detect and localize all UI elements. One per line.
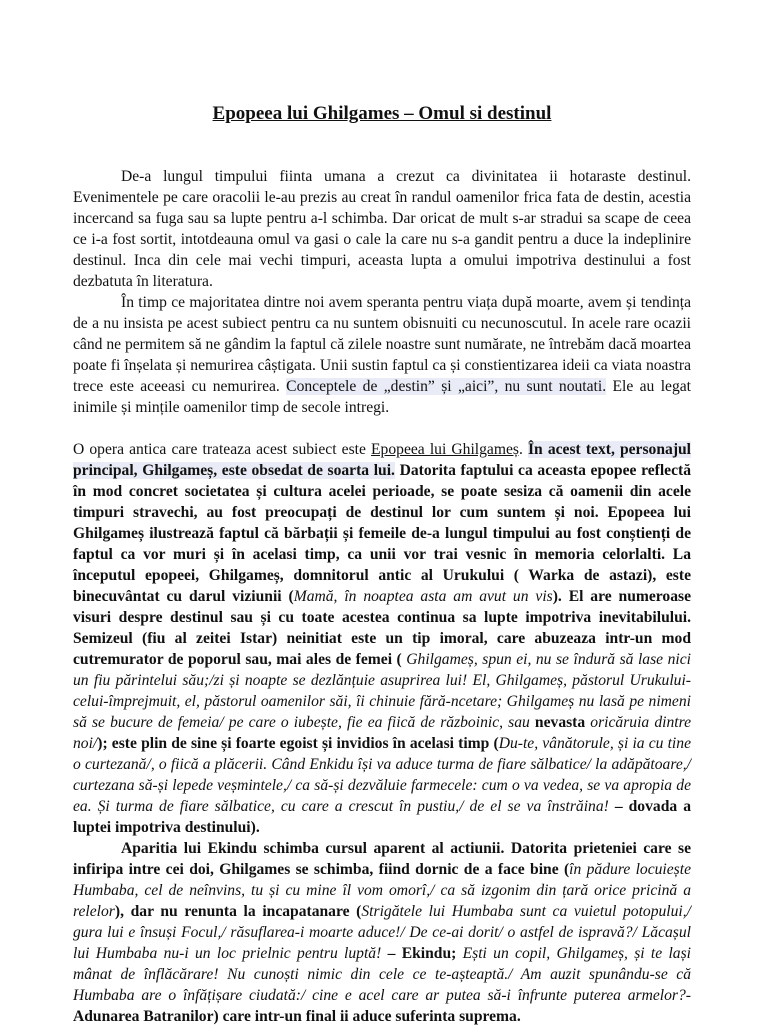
bold-text-enkidu-2: ), dar nu renunta la incapatanare (	[114, 903, 362, 920]
document-page	[73, 0, 691, 1027]
highlighted-sentence: Conceptele de „destin” și „aici”, nu sunt noutati.	[286, 378, 607, 395]
paragraph-enkidu	[73, 838, 691, 1027]
bold-text-enkidu-3: – Ekindu;	[381, 945, 463, 962]
bold-text-3: ); este plin de sine și foarte egoist și invidios în acelasi timp (	[97, 735, 499, 752]
epic-title-link[interactable]: Epopeea lui Ghilgameș	[371, 441, 519, 458]
bold-text-2: ). El are numeroase visuri despre destinul sau și cu toate acestea continua sa lupte impotriva inevitabilului. Semizeul (fiu al zeitei Istar) neinitiat este un tip imoral, care abuzeaza intr-un mod cutremurator de poporul sau, mai ales de femei (	[73, 588, 692, 668]
bold-text-4: – dovada a luptei impotriva destinului).	[73, 798, 691, 836]
quote-people-end: oricăruia dintre noi/	[73, 714, 691, 752]
paragraph-epic-intro: O opera antica care trateaza acest subiect este	[73, 441, 372, 458]
quote-hunter: Du-te, vânătorule, și ia cu tine o curtezană/, o fiică a plăcerii. Când Enkidu își va aduce turma de fiare sălbatice/ la adăpătoare,/ curtezana să-și lepede veșmintele,/ ca să-și dezvăluie farmecele: cum o va vedea, se va apropia de ea. Și turma de fiare sălbatice, cu care a crescut în pustiu,/ de el se va înstrăina!	[73, 735, 691, 815]
quote-child: Ești un copil, Ghilgameș, și te lași mânat de înflăcărare! Nu cunoști nimic din cele ce te-așteaptă./ Am auzit spunându-se că Humbaba are o înfățișare ciudată:/ cine e acel care ar putea să-i înfrunte puterea armelor?-	[73, 945, 691, 1004]
quote-vision: Mamă, în noaptea asta am avut un vis	[293, 588, 553, 605]
period: .	[518, 441, 528, 458]
quote-humbaba-cries: Strigătele lui Humbaba sunt ca vuietul potopului,/ gura lui e însuși Focul,/ răsuflarea-i moarte aduce!/ De ce-ai dorit/ o astfel de ispravă?/ Lăcașul lui Humbaba nu-i un loc prielnic pentru luptă!	[73, 903, 691, 962]
bold-text-enkidu-4: Adunarea Batranilor) care intr-un final ii aduce suferinta suprema.	[73, 1008, 521, 1025]
paragraph-afterlife-end: Ele au legat inimile și mințile oamenilor timp de secole intregi.	[73, 378, 691, 416]
paragraph-afterlife	[73, 292, 691, 418]
bold-text-enkidu-1: Aparitia lui Ekindu schimba cursul aparent al actiunii. Datorita prieteniei care se infiripa intre cei doi, Ghilgames se schimba, fiind dornic de a face bine (	[73, 840, 691, 878]
bold-text-1: Datorita faptului ca aceasta epopee reflectă în mod concret societatea și cultura acelei perioade, se poate sesiza că oamenii din acele timpuri stravechi, au fost preocupați de destinul lor cum suntem și noi. Epopeea lui Ghilgameș ilustrează faptul că bărbații și femeile de-a lungul timpului au fost conștienți de faptul ca vor muri și în acelasi timp, ca unii vor trai vesnic în memoria celorlalti. La începutul epopeei, Ghilgameș, domnitorul antic al Urukului ( Warka de astazi), este binecuvântat cu darul viziunii (	[73, 462, 691, 605]
paragraph-epic	[73, 439, 691, 838]
highlighted-sentence-bold: În acest text, personajul principal, Ghilgameș, este obsedat de soarta lui.	[73, 441, 692, 479]
quote-humbaba-forest: în pădure locuiește Humbaba, cel de neînvins, tu și cu mine îl vom omorî,/ ca să izgonim din țară orice pricină a relelor	[73, 861, 691, 920]
document-title: Epopeea lui Ghilgames – Omul si destinul	[212, 103, 552, 124]
paragraph-afterlife-text: În timp ce majoritatea dintre noi avem speranta pentru viața după moarte, avem și tendința de a nu insista pe acest subiect pentru ca nu suntem obisnuiti cu necunoscutul. In acele rare ocazii când ne permitem să ne gândim la faptul că zilele noastre sunt numărate, ne întrebăm dacă moartea poate fi înșelata și nemurirea câștigata. Unii sustin faptul ca și constientizarea ideii ca viata noastra trece este aceeasi cu nemurirea.	[73, 294, 691, 395]
paragraph-intro: De-a lungul timpului fiinta umana a crezut ca divinitatea ii hotaraste destinul. Evenimentele pe care oracolii le-au prezis au creat în randul oamenilor frica fata de destin, acestia incercand sa fuga sau sa lupte pentru a-l schimba. Dar oricat de mult s-ar stradui sa scape de ceea ce i-a fost sortit, intotdeauna omul va gasi o cale la care nu s-a gandit pentru a duce la indeplinire destinul. Inca din cele mai vechi timpuri, aceasta lupta a omului impotriva destinului a fost dezbatuta în literatura.	[73, 168, 691, 290]
bold-word-nevasta: nevasta	[534, 714, 586, 731]
quote-people: Ghilgameș, spun ei, nu se îndură să lase nici un fiu părintelui său;/zi și noapte se dezlănțuie asuprirea lui! El, Ghilgameș, păstorul Urukului-celui-împrejmuit, el, păstorul oamenilor săi, îi chinuie fără-ncetare; Ghilgameș nu lasă pe nimeni să se bucure de femeia/ pe care o iubește, fie ea fiică de războinic, sau	[73, 651, 691, 731]
